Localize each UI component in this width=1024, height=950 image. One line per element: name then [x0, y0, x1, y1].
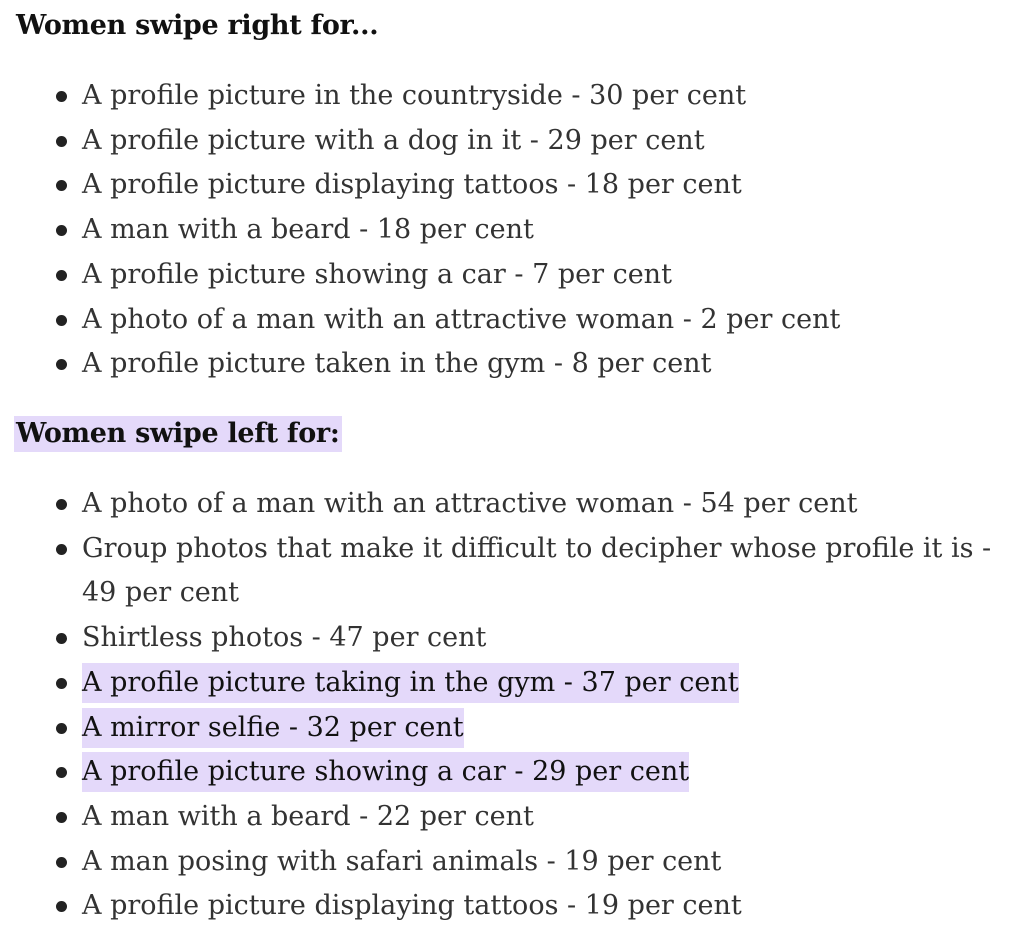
list-item-text: A profile picture displaying tattoos - 18 per cent — [82, 169, 742, 201]
bullet-icon — [56, 678, 67, 689]
swipe-right-list — [0, 74, 1024, 387]
bullet-icon — [56, 315, 67, 326]
list-item — [0, 74, 1024, 119]
swipe-right-section — [0, 0, 1024, 387]
list-item-text: A man with a beard - 18 per cent — [82, 214, 534, 246]
bullet-icon — [56, 499, 67, 510]
list-item — [0, 795, 1024, 840]
bullet-icon — [56, 544, 67, 555]
list-item-text: A profile picture displaying tattoos - 19 per cent — [82, 890, 742, 922]
list-item-text: A mirror selfie - 32 per cent — [82, 708, 464, 748]
bullet-icon — [56, 857, 67, 868]
bullet-icon — [56, 136, 67, 147]
list-item — [0, 342, 1024, 387]
list-item-text: A profile picture showing a car - 7 per cent — [82, 258, 672, 290]
bullet-icon — [56, 180, 67, 191]
list-item-text: A profile picture taking in the gym - 37 per cent — [82, 663, 739, 703]
highlighted-heading-text: Women swipe left for: — [14, 416, 342, 452]
list-item-text: A profile picture in the countryside - 30 per cent — [82, 80, 747, 111]
list-item-text: A photo of a man with an attractive woman - 2 per cent — [82, 303, 841, 335]
list-item-text: Shirtless photos - 47 per cent — [82, 622, 487, 654]
list-item-text: A profile picture showing a car - 29 per cent — [82, 752, 689, 792]
list-item — [0, 840, 1024, 885]
list-item-highlighted — [0, 706, 1024, 751]
swipe-left-list — [0, 482, 1024, 929]
bullet-icon — [56, 723, 67, 734]
swipe-left-section — [0, 408, 1024, 929]
bullet-icon — [56, 91, 67, 102]
bullet-icon — [56, 225, 67, 236]
list-item-highlighted — [0, 661, 1024, 706]
list-item-text: A man posing with safari animals - 19 per cent — [82, 845, 722, 877]
list-item — [0, 119, 1024, 164]
list-item-text: A photo of a man with an attractive woman - 54 per cent — [82, 488, 858, 519]
list-item — [0, 298, 1024, 343]
swipe-right-heading: Women swipe right for... — [16, 10, 379, 41]
list-item — [0, 884, 1024, 929]
list-item-text: Group photos that make it difficult to decipher whose profile it is - 49 per cent — [82, 532, 992, 609]
bullet-icon — [56, 633, 67, 644]
bullet-icon — [56, 359, 67, 370]
list-item-text: A profile picture with a dog in it - 29 per cent — [82, 124, 705, 156]
list-item-text: A profile picture taken in the gym - 8 per cent — [82, 348, 712, 380]
list-item — [0, 208, 1024, 253]
bullet-icon — [56, 901, 67, 912]
swipe-left-heading — [0, 408, 1024, 460]
list-item — [0, 253, 1024, 298]
bullet-icon — [56, 812, 67, 823]
list-item — [0, 527, 1024, 616]
bullet-icon — [56, 767, 67, 778]
list-item-highlighted — [0, 750, 1024, 795]
list-item — [0, 482, 1024, 527]
list-item-text: A man with a beard - 22 per cent — [82, 800, 534, 832]
list-item — [0, 616, 1024, 661]
bullet-icon — [56, 270, 67, 281]
list-item — [0, 163, 1024, 208]
